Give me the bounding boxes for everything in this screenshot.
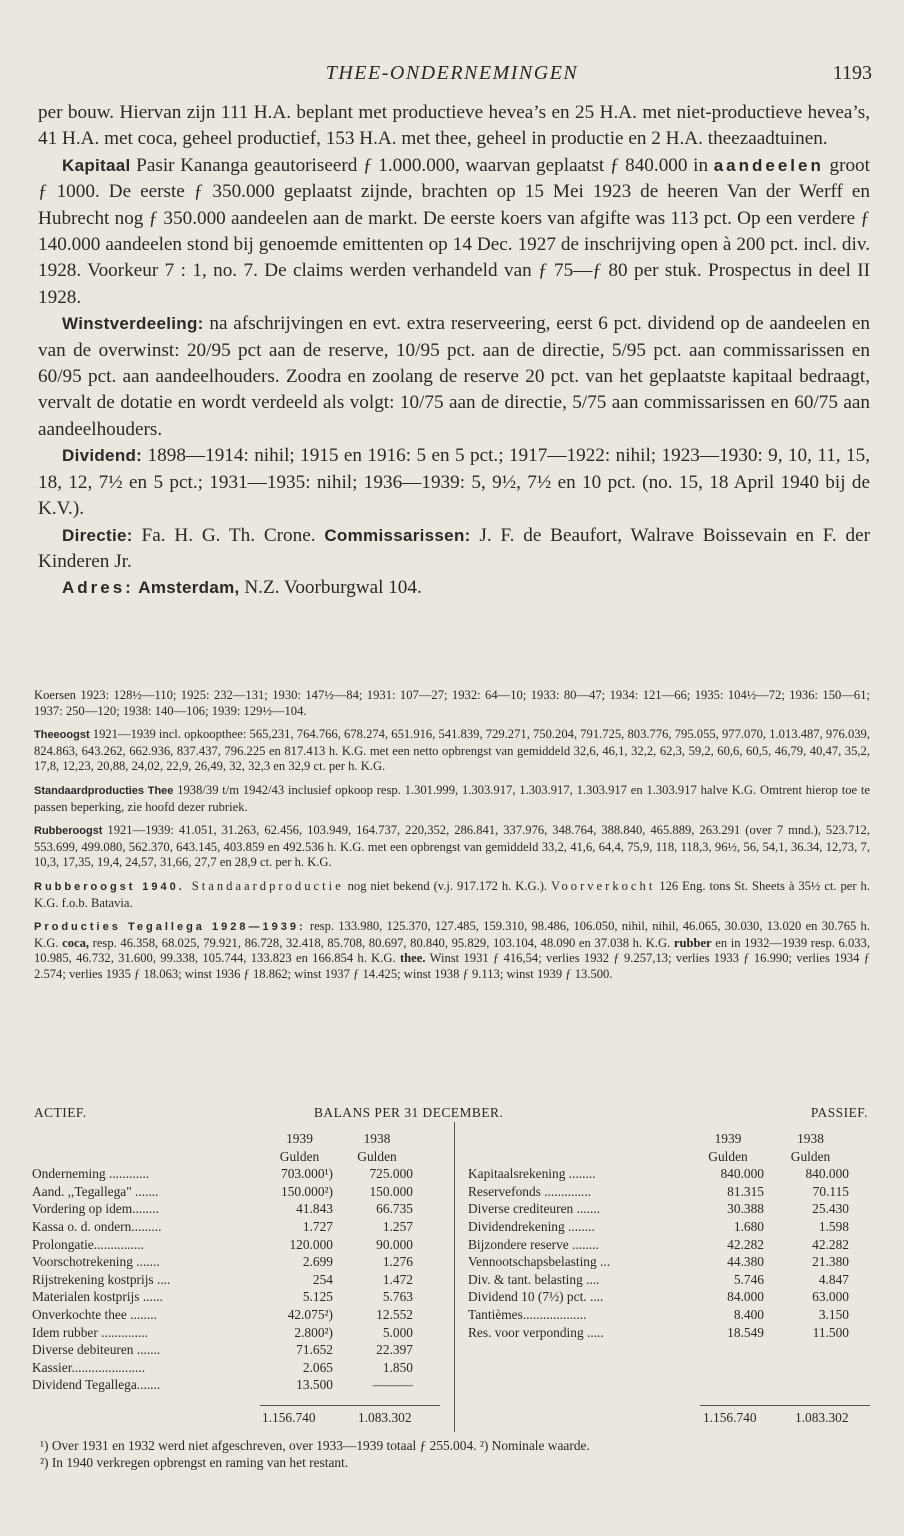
- actief-cell-1938: 1.850: [382, 1359, 413, 1375]
- page-number: 1193: [832, 62, 872, 84]
- actief-cell-1939: 41.843: [296, 1201, 333, 1217]
- standaardproductie-spaced: Standaardproductie: [184, 878, 344, 893]
- theeoogst-text: 1921—1939 incl. opkoopthee: 565,231, 764.766, 678.274, 651.916, 541.839, 729.271, 750.204, 791.725, 803.776, 795.055, 977.070, 1.013.487, 976.039, 824.863, 643.262, 662.936, 837.437, 796.225 en 817.413 h. K.G. met een netto opbrengst van gemiddeld 32,6, 46,1, 32,2, 62,3, 59,2, 60,6, 60,5, 46,79, 40,47, 35,2, 17,8, 12,23, 20,88, 24,02, 22,9, 26,49, 32, 32,3 en 32,9 ct. per h. K.G.: [34, 727, 870, 774]
- actief-row: [32, 1236, 417, 1254]
- passief-cell-1938: 11.500: [812, 1324, 849, 1340]
- passief-total-1938: 1.083.302: [795, 1410, 849, 1425]
- passief-cell-1939: 8.400: [733, 1306, 764, 1322]
- actief-row: [32, 1253, 417, 1271]
- unit-heading: Gulden: [279, 1148, 320, 1164]
- commissarissen-text: J. F. de Beaufort, Walrave Boissevain en F. der Kinderen Jr.: [38, 524, 870, 572]
- year-1939-heading: 1939: [286, 1131, 313, 1146]
- actief-cell-label: Materialen kostprijs ......: [32, 1289, 163, 1305]
- theeoogst-paragraph: [34, 727, 870, 775]
- unit-heading: Gulden: [708, 1148, 748, 1164]
- passief-cell-1938: 3.150: [818, 1306, 849, 1322]
- theeoogst-heading: Theeoogst: [34, 729, 90, 742]
- actief-cell-1939: 13.500: [296, 1377, 333, 1393]
- actief-cell-1938: 5.000: [382, 1324, 413, 1340]
- passief-cell-1939: 5.746: [733, 1271, 764, 1287]
- running-header: [0, 62, 904, 88]
- actief-cell-label: Onderneming ............: [32, 1166, 150, 1182]
- passief-row: [468, 1324, 853, 1342]
- year-1938-heading: 1938: [797, 1131, 824, 1146]
- adres-paragraph: [38, 575, 870, 601]
- year-1939-heading: 1939: [714, 1131, 742, 1146]
- passief-row: [468, 1165, 853, 1183]
- adres-place: Amsterdam,: [133, 578, 240, 598]
- passief-row: [468, 1236, 853, 1254]
- passief-total-1939: 1.156.740: [703, 1410, 757, 1425]
- actief-cell-label: Onverkochte thee ........: [32, 1306, 157, 1322]
- actief-cell-1938: 22.397: [376, 1342, 413, 1358]
- actief-cell-label: Idem rubber ..............: [32, 1324, 149, 1340]
- actief-row: [32, 1183, 417, 1201]
- producties-paragraph: [34, 919, 870, 982]
- actief-row: [32, 1376, 417, 1394]
- adres-text: N.Z. Voorburgwal 104.: [239, 577, 422, 599]
- passief-cell-1938: 63.000: [812, 1289, 849, 1305]
- producties-text-1: resp. 133.980, 125.370, 127.485, 159.310, 98.486, 106.050, nihil, nihil, 46.065, 30.030, 13.020 en 30.765 h. K.G.: [34, 919, 870, 950]
- voorverkocht-spaced: Voorverkocht: [551, 878, 656, 893]
- passief-cell-1939: 44.380: [727, 1254, 764, 1270]
- directie-heading: Directie:: [62, 525, 133, 545]
- passief-table: [468, 1130, 853, 1341]
- passief-row: [468, 1306, 853, 1324]
- passief-cell-1938: 840.000: [805, 1166, 849, 1182]
- producties-text-2: resp. 46.358, 68.025, 79.921, 86.728, 32.418, 85.708, 80.697, 80.840, 95.829, 103.104, 48.090 en 37.038 h. K.G.: [89, 935, 674, 950]
- actief-cell-label: Vordering op idem........: [32, 1201, 159, 1217]
- actief-cell-1939: 71.652: [296, 1342, 333, 1358]
- kapitaal-heading: Kapitaal: [62, 155, 131, 175]
- passief-row: [468, 1218, 853, 1236]
- actief-total-1938: 1.083.302: [358, 1410, 412, 1425]
- directie-text: Fa. H. G. Th. Crone.: [132, 524, 325, 546]
- actief-row: [32, 1306, 417, 1324]
- footnotes: [40, 1437, 870, 1471]
- actief-cell-1939: 1.727: [302, 1218, 333, 1234]
- actief-cell-1939: 2.800²): [294, 1324, 333, 1340]
- rubberoogst-paragraph: [34, 823, 870, 871]
- rubber1940-heading: Rubberoogst 1940.: [34, 880, 185, 893]
- passief-row: [468, 1200, 853, 1218]
- footnote-1: ¹) Over 1931 en 1932 werd niet afgeschreven, over 1933—1939 totaal ƒ 255.004. ²) Nominale waarde.: [40, 1438, 590, 1453]
- intro-paragraph: per bouw. Hiervan zijn 111 H.A. beplant met productieve hevea’s en 25 H.A. met niet-productieve hevea’s, 41 H.A. met coca, geheel productief, 153 H.A. met thee, geheel in productie en 2 H.A. theezaadtuinen.: [38, 102, 870, 150]
- passief-cell-label: Dividend 10 (7½) pct. ....: [468, 1289, 604, 1305]
- passief-cell-1938: 4.847: [818, 1271, 849, 1287]
- producties-heading: Producties Tegallega 1928—1939:: [34, 921, 306, 934]
- actief-row: [32, 1341, 417, 1359]
- actief-cell-label: Diverse debiteuren .......: [32, 1342, 161, 1358]
- actief-table: [32, 1130, 417, 1394]
- actief-label: ACTIEF.: [34, 1105, 87, 1120]
- actief-cell-label: Voorschotrekening .......: [32, 1254, 160, 1270]
- actief-total-rule: [260, 1405, 440, 1406]
- producties-text-4: Winst 1931 ƒ 416,54; verlies 1932 ƒ 9.257,13; verlies 1933 ƒ 16.990; verlies 1934 ƒ 2.574; verlies 1935 ƒ 18.063; winst 1936 ƒ 18.862; winst 1937 ƒ 14.425; winst 1938 ƒ 9.113; winst 1939 ƒ 13.500.: [34, 951, 870, 981]
- actief-row: [32, 1288, 417, 1306]
- rubber1940-text-2: 126 Eng. tons St. Sheets à 35½ ct. per h. K.G. f.o.b. Batavia.: [34, 878, 870, 910]
- passief-cell-label: Res. voor verponding .....: [468, 1324, 604, 1340]
- rubberoogst-text: 1921—1939: 41.051, 31.263, 62.456, 103.949, 164.737, 220,352, 286.841, 337.976, 348.764, 388.840, 465.889, 263.291 (over 7 mnd.), 523.712, 553.699, 499.080, 562.370, 643.145, 403.859 en 492.536 h. K.G. met een opbrengst van gemiddeld 33,2, 41,6, 64,4, 75,9, 118, 118,3, 96½, 56, 54,1, 36.34, 12,73, 7, 10,3, 17,35, 19,4, 24,57, 31,66, 27,7 en 28,9 ct. per h. K.G.: [34, 823, 870, 870]
- passief-cell-label: Kapitaalsrekening ........: [468, 1166, 596, 1182]
- passief-cell-1938: 70.115: [812, 1183, 849, 1199]
- koersen-paragraph: Koersen 1923: 128½—110; 1925: 232—131; 1930: 147½—84; 1931: 107—27; 1932: 64—10; 1933: 80—47; 1934: 121—66; 1935: 104½—72; 1936: 150—61; 1937: 250—120; 1938: 140—106; 1939: 129½—104.: [34, 688, 870, 718]
- passief-cell-1939: 81.315: [727, 1183, 764, 1199]
- passief-cell-1938: 1.598: [818, 1218, 849, 1234]
- passief-cell-label: Reservefonds ..............: [468, 1183, 592, 1199]
- actief-cell-1939: 703.000¹): [281, 1166, 333, 1182]
- dividend-text: 1898—1914: nihil; 1915 en 1916: 5 en 5 pct.; 1917—1922: nihil; 1923—1930: 9, 10, 11, 15, 18, 12, 7½ en 5 pct.; 1931—1935: nihil; 1936—1939: 5, 9½, 7½ en 10 pct. (no. 15, 18 April 1940 bij de K.V.).: [38, 445, 870, 520]
- passief-cell-1938: 25.430: [812, 1201, 849, 1217]
- kapitaal-text-2: groot ƒ 1000. De eerste ƒ 350.000 geplaatst zijnde, brachten op 15 Mei 1923 de heeren Van der Werff en Hubrecht nog ƒ 350.000 aandeelen aan de markt. De eerste koers van afgifte was 113 pct. Op een verdere ƒ 140.000 aandeelen stond bij genoemde emittenten op 14 Dec. 1927 de inschrijving open à 200 pct. incl. div. 1928. Voorkeur 7 : 1, no. 7. De claims werden verhandeld van ƒ 75—ƒ 80 per stuk. Prospectus in deel II 1928.: [38, 154, 870, 308]
- winst-heading: Winstverdeeling:: [62, 314, 204, 334]
- actief-cell-1938: 150.000: [369, 1183, 413, 1199]
- actief-cell-1938: 12.552: [376, 1306, 413, 1322]
- unit-heading: Gulden: [357, 1148, 397, 1164]
- actief-row: [32, 1200, 417, 1218]
- passief-cell-1939: 30.388: [727, 1201, 764, 1217]
- actief-cell-1939: 254: [312, 1271, 333, 1287]
- winst-text: na afschrijvingen en evt. extra reserveering, eerst 6 pct. dividend op de aandeelen en van de overwinst: 20/95 pct aan de reserve, 10/95 pct. aan de directie, 5/95 pct. aan commissarissen en 60/95 pct. aan aandeelhouders. Zoodra en zoolang de reserve 20 pct. van het geplaatste kapitaal bedraagt, vervalt de dotatie en wordt verdeeld als volgt: 10/75 aan de directie, 5/75 aan commissarissen en 60/75 aan aandeelhouders.: [38, 313, 870, 440]
- actief-cell-1939: 120.000: [289, 1236, 333, 1252]
- actief-cell-1938: 5.763: [382, 1289, 413, 1305]
- passief-cell-1938: 21.380: [812, 1254, 849, 1270]
- passief-cell-label: Bijzondere reserve ........: [468, 1236, 599, 1252]
- passief-cell-1939: 1.680: [733, 1218, 764, 1234]
- dividend-heading: Dividend:: [62, 446, 143, 466]
- page-title: THEE-ONDERNEMINGEN: [325, 62, 579, 84]
- actief-cell-label: Prolongatie...............: [32, 1236, 144, 1252]
- actief-cell-label: Kassier......................: [32, 1359, 146, 1375]
- rubber1940-paragraph: [34, 879, 870, 911]
- passief-row: [468, 1183, 853, 1201]
- standaard-paragraph: [34, 783, 870, 815]
- passief-row: [468, 1253, 853, 1271]
- actief-cell-1939: 150.000²): [281, 1183, 333, 1199]
- passief-cell-1939: 84.000: [727, 1289, 764, 1305]
- actief-cell-1938: 1.257: [382, 1218, 413, 1234]
- actief-row: [32, 1324, 417, 1342]
- passief-label: PASSIEF.: [810, 1105, 868, 1120]
- rubber-label: rubber: [673, 935, 712, 950]
- main-text: [38, 100, 870, 602]
- actief-cell-1938: ———: [372, 1377, 413, 1393]
- statistics-block: [34, 688, 870, 991]
- directie-paragraph: [38, 523, 870, 576]
- adres-heading: Adres:: [62, 578, 134, 598]
- actief-cell-1938: 1.276: [382, 1254, 413, 1270]
- actief-cell-1938: 725.000: [369, 1166, 413, 1182]
- passief-cell-label: Dividendrekening ........: [468, 1218, 595, 1234]
- passief-cell-1939: 18.549: [727, 1324, 764, 1340]
- passief-cell-label: Vennootschapsbelasting ...: [468, 1254, 611, 1270]
- kapitaal-text-1: Pasir Kananga geautoriseerd ƒ 1.000.000, waarvan geplaatst ƒ 840.000 in: [130, 154, 714, 176]
- actief-row: [32, 1165, 417, 1183]
- footnote-2: ²) In 1940 verkregen opbrengst en raming van het restant.: [40, 1455, 349, 1470]
- actief-cell-1939: 42.075²): [287, 1306, 333, 1322]
- actief-total-1939: 1.156.740: [262, 1410, 316, 1425]
- passief-total-rule: [700, 1405, 870, 1406]
- balance-sheet-header: [32, 1105, 872, 1125]
- kapitaal-paragraph: [38, 153, 870, 311]
- year-1938-heading: 1938: [363, 1131, 391, 1146]
- actief-cell-label: Rijstrekening kostprijs ....: [32, 1271, 171, 1287]
- passief-cell-label: Div. & tant. belasting ....: [468, 1271, 600, 1287]
- passief-cell-1938: 42.282: [812, 1236, 849, 1252]
- unit-heading: Gulden: [790, 1148, 831, 1164]
- passief-row: [468, 1288, 853, 1306]
- column-divider: [454, 1122, 455, 1432]
- actief-cell-1939: 2.699: [302, 1254, 333, 1270]
- passief-cell-label: Tantièmes...................: [468, 1306, 587, 1322]
- actief-cell-1939: 2.065: [302, 1359, 333, 1375]
- standaard-heading: Standaardproducties Thee: [34, 784, 174, 797]
- passief-cell-label: Diverse crediteuren .......: [468, 1201, 600, 1217]
- balans-title: BALANS PER 31 DECEMBER.: [314, 1105, 504, 1120]
- thee-label: thee.: [399, 951, 426, 966]
- coca-label: coca,: [62, 935, 90, 950]
- actief-cell-1938: 90.000: [376, 1236, 413, 1252]
- rubberoogst-heading: Rubberoogst: [34, 825, 103, 838]
- passief-row: [468, 1271, 853, 1289]
- actief-cell-label: Kassa o. d. ondern.........: [32, 1218, 162, 1234]
- standaard-text: 1938/39 t/m 1942/43 inclusief opkoop resp. 1.301.999, 1.303.917, 1.303.917, 1.303.917 en 1.303.917 halve K.G. Omtrent hierop toe te passen beperking, zie hoofd dezer rubriek.: [34, 782, 870, 814]
- dividend-paragraph: [38, 443, 870, 522]
- aandeelen-spaced: aandeelen: [713, 155, 824, 175]
- actief-cell-label: Dividend Tegallega.......: [32, 1377, 161, 1393]
- actief-cell-1938: 1.472: [382, 1271, 413, 1287]
- actief-row: [32, 1359, 417, 1377]
- actief-cell-1939: 5.125: [302, 1289, 333, 1305]
- rubber1940-text-1: nog niet bekend (v.j. 917.172 h. K.G.).: [343, 878, 551, 893]
- commissarissen-heading: Commissarissen:: [324, 525, 471, 545]
- passief-cell-1939: 42.282: [727, 1236, 764, 1252]
- producties-text-3: en in 1932—1939 resp. 6.033, 10.985, 46.732, 31.600, 99.338, 105.744, 133.823 en 166.854 h. K.G.: [34, 935, 870, 966]
- actief-row: [32, 1218, 417, 1236]
- winstverdeeling-paragraph: [38, 311, 870, 443]
- actief-cell-label: Aand. ,,Tegallega" .......: [32, 1183, 159, 1199]
- passief-cell-1939: 840.000: [720, 1166, 764, 1182]
- actief-row: [32, 1271, 417, 1289]
- actief-cell-1938: 66.735: [376, 1201, 413, 1217]
